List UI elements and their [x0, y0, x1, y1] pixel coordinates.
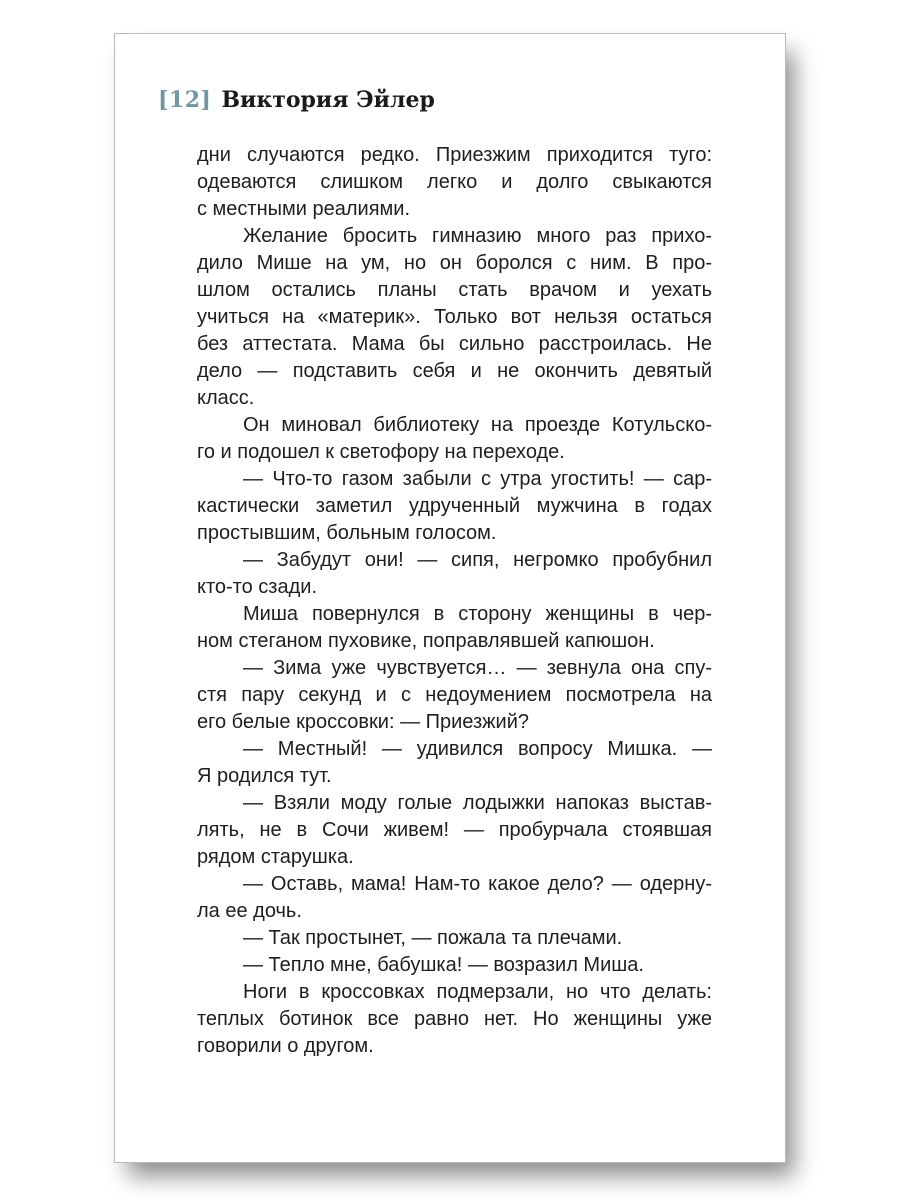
text-line: Миша повернулся в сторону женщины в чер- [243, 603, 712, 625]
text-line: Ноги в кроссовках подмерзали, но что делать: [243, 981, 712, 1003]
text-line: без аттестата. Мама бы сильно расстроилась. Не [197, 333, 712, 355]
text-line: — Местный! — удивился вопросу Мишка. — [243, 738, 712, 760]
text-line: теплых ботинок все равно нет. Но женщины уже [197, 1008, 712, 1030]
text-line: стя пару секунд и с недоумением посмотрела на [197, 684, 712, 706]
page-header [158, 86, 435, 114]
text-line: ном стеганом пуховике, поправлявшей капюшон. [197, 630, 655, 652]
text-line: — Оставь, мама! Нам-то какое дело? — одерну- [243, 873, 712, 895]
book-page [114, 33, 786, 1163]
text-line: кто-то сзади. [197, 576, 317, 598]
text-line: рядом старушка. [197, 846, 354, 868]
text-line: дило Мише на ум, но он боролся с ним. В про- [197, 252, 712, 274]
text-line: — Взяли моду голые лодыжки напоказ выстав- [243, 792, 712, 814]
body-text [197, 142, 712, 1060]
text-line: дело — подставить себя и не окончить девятый [197, 360, 712, 382]
text-line: одеваются слишком легко и долго свыкаются [197, 171, 712, 193]
text-line: Он миновал библиотеку на проезде Котульско- [243, 414, 712, 436]
text-line: го и подошел к светофору на переходе. [197, 441, 565, 463]
text-line: лять, не в Сочи живем! — пробурчала стоявшая [197, 819, 712, 841]
text-line: шлом остались планы стать врачом и уехать [197, 279, 712, 301]
text-line: — Зима уже чувствуется… — зевнула она спу- [243, 657, 712, 679]
text-line: простывшим, больным голосом. [197, 522, 497, 544]
text-line: — Что-то газом забыли с утра угостить! — сар- [243, 468, 712, 490]
text-line: — Забудут они! — сипя, негромко пробубнил [243, 549, 712, 571]
text-line: дни случаются редко. Приезжим приходится туго: [197, 144, 712, 166]
text-line: Желание бросить гимназию много раз прихо- [243, 225, 712, 247]
text-line: кастически заметил удрученный мужчина в годах [197, 495, 712, 517]
text-line: учиться на «материк». Только вот нельзя остаться [197, 306, 712, 328]
author-name: Виктория Эйлер [221, 87, 435, 113]
text-line: — Так простынет, — пожала та плечами. [243, 927, 623, 949]
page-number: [12] [158, 87, 212, 113]
text-line: его белые кроссовки: — Приезжий? [197, 711, 530, 733]
text-line: говорили о другом. [197, 1035, 374, 1057]
text-line: — Тепло мне, бабушка! — возразил Миша. [243, 954, 644, 976]
text-line: с местными реалиями. [197, 198, 411, 220]
text-line: Я родился тут. [197, 765, 332, 787]
text-line: ла ее дочь. [197, 900, 302, 922]
text-line: класс. [197, 387, 255, 409]
